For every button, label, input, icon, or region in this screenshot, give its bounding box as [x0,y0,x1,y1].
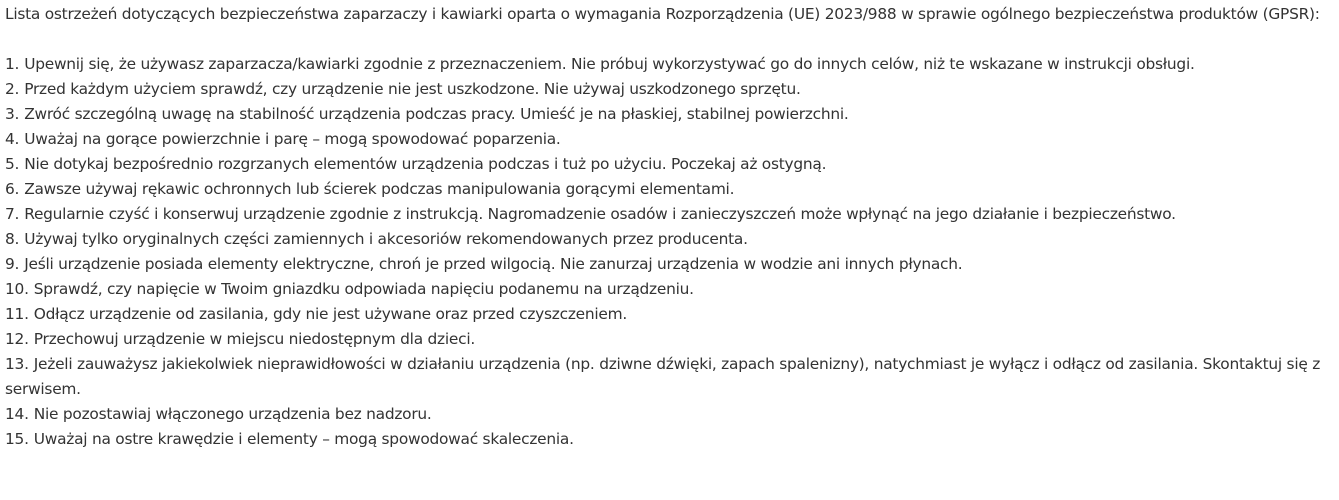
warning-item-8 [5,227,1339,252]
warning-text: Używaj tylko oryginalnych części zamiennych i akcesoriów rekomendowanych przez producenta. [24,230,748,248]
warning-number: 13. [5,355,29,373]
warning-text: Uważaj na gorące powierzchnie i parę – mogą spowodować poparzenia. [24,130,561,148]
warning-number: 6. [5,180,20,198]
warning-text: Jeżeli zauważysz jakiekolwiek nieprawidłowości w działaniu urządzenia (np. dziwne dźwięki, zapach spalenizny), natychmiast je wyłącz i odłącz od zasilania. Skontaktuj się z serwisem. [5,355,1321,398]
warning-number: 12. [5,330,29,348]
warning-text: Odłącz urządzenie od zasilania, gdy nie jest używane oraz przed czyszczeniem. [33,305,628,323]
warning-item-1 [5,52,1339,77]
warning-item-11 [5,302,1339,327]
warning-number: 7. [5,205,20,223]
warning-item-2 [5,77,1339,102]
warning-number: 2. [5,80,20,98]
warning-number: 8. [5,230,20,248]
warning-item-4 [5,127,1339,152]
warning-item-9 [5,252,1339,277]
warnings-list [5,52,1339,452]
warning-text: Jeśli urządzenie posiada elementy elektryczne, chroń je przed wilgocią. Nie zanurzaj urządzenia w wodzie ani innych płynach. [24,255,963,273]
warning-text: Sprawdź, czy napięcie w Twoim gniazdku odpowiada napięciu podanemu na urządzeniu. [33,280,694,298]
warning-item-7 [5,202,1339,227]
warning-number: 14. [5,405,29,423]
warning-item-15 [5,427,1339,452]
warning-item-14 [5,402,1339,427]
warning-text: Nie dotykaj bezpośrednio rozgrzanych elementów urządzenia podczas i tuż po użyciu. Poczekaj aż ostygną. [24,155,827,173]
intro-paragraph: Lista ostrzeżeń dotyczących bezpieczeństwa zaparzaczy i kawiarki oparta o wymagania Rozporządzenia (UE) 2023/988 w sprawie ogólnego bezpieczeństwa produktów (GPSR): [5,5,1320,23]
warning-item-12 [5,327,1339,352]
warning-text: Przechowuj urządzenie w miejscu niedostępnym dla dzieci. [33,330,475,348]
warning-text: Zwróć szczególną uwagę na stabilność urządzenia podczas pracy. Umieść je na płaskiej, stabilnej powierzchni. [24,105,849,123]
warning-number: 10. [5,280,29,298]
warning-number: 9. [5,255,20,273]
warning-text: Upewnij się, że używasz zaparzacza/kawiarki zgodnie z przeznaczeniem. Nie próbuj wykorzystywać go do innych celów, niż te wskazane w instrukcji obsługi. [24,55,1195,73]
warning-text: Nie pozostawiaj włączonego urządzenia bez nadzoru. [33,405,432,423]
warning-number: 1. [5,55,20,73]
warning-item-10 [5,277,1339,302]
warning-text: Przed każdym użyciem sprawdź, czy urządzenie nie jest uszkodzone. Nie używaj uszkodzonego sprzętu. [24,80,801,98]
warning-number: 4. [5,130,20,148]
warning-item-5 [5,152,1339,177]
blank-line [5,27,1339,52]
warning-number: 11. [5,305,29,323]
warning-text: Uważaj na ostre krawędzie i elementy – mogą spowodować skaleczenia. [33,430,574,448]
warning-number: 5. [5,155,20,173]
warning-item-13 [5,352,1339,402]
warning-number: 3. [5,105,20,123]
warning-item-6 [5,177,1339,202]
warning-item-3 [5,102,1339,127]
warning-text: Regularnie czyść i konserwuj urządzenie zgodnie z instrukcją. Nagromadzenie osadów i zanieczyszczeń może wpłynąć na jego działanie i bezpieczeństwo. [24,205,1176,223]
warning-number: 15. [5,430,29,448]
warning-text: Zawsze używaj rękawic ochronnych lub ścierek podczas manipulowania gorącymi elementami. [24,180,735,198]
